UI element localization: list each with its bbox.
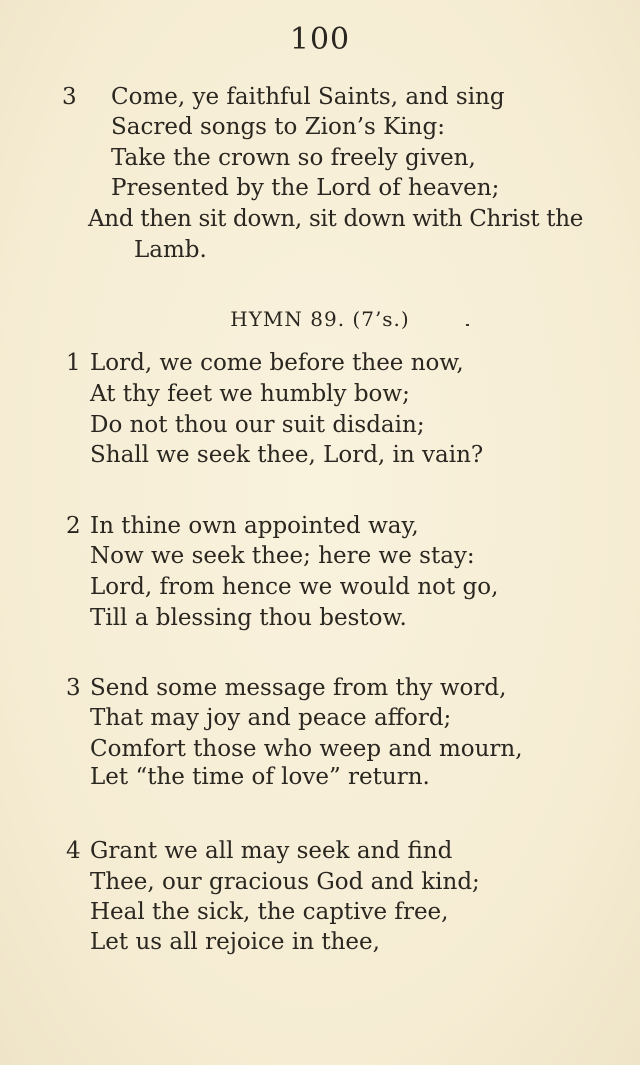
- verse-line: Presented by the Lord of heaven;: [111, 175, 500, 201]
- verse-line: Sacred songs to Zion’s King:: [111, 114, 445, 140]
- verse-line: That may joy and peace afford;: [90, 705, 452, 731]
- stanza-number: 3: [66, 675, 81, 701]
- page-number: 100: [289, 22, 351, 57]
- verse-line: Now we seek thee; here we stay:: [90, 543, 475, 569]
- verse-line: Take the crown so freely given,: [111, 145, 476, 171]
- verse-line: Comfort those who weep and mourn,: [90, 736, 523, 762]
- verse-line: Shall we seek thee, Lord, in vain?: [90, 442, 484, 468]
- verse-line: Let us all rejoice in thee,: [90, 929, 380, 955]
- print-speck: [466, 324, 469, 326]
- verse-line: And then sit down, sit down with Christ the: [88, 206, 584, 232]
- stanza-number: 4: [66, 838, 81, 864]
- verse-line: Do not thou our suit disdain;: [90, 412, 425, 438]
- verse-line: Grant we all may seek and find: [90, 838, 453, 864]
- verse-line: Lamb.: [134, 237, 207, 263]
- verse-line: Till a blessing thou bestow.: [90, 605, 407, 631]
- verse-line: Let “the time of love” return.: [90, 764, 430, 790]
- stanza-number: 2: [66, 513, 81, 539]
- verse-line: Come, ye faithful Saints, and sing: [111, 84, 505, 110]
- verse-line: Thee, our gracious God and kind;: [90, 869, 480, 895]
- verse-line: Heal the sick, the captive free,: [90, 899, 449, 925]
- verse-line: At thy feet we humbly bow;: [90, 381, 410, 407]
- verse-line: Lord, from hence we would not go,: [90, 574, 499, 600]
- hymn-title: HYMN 89. (7’s.): [230, 307, 410, 331]
- verse-line: In thine own appointed way,: [90, 513, 419, 539]
- verse-line: Send some message from thy word,: [90, 675, 507, 701]
- stanza-number: 3: [62, 84, 77, 110]
- stanza-number: 1: [66, 350, 81, 376]
- verse-line: Lord, we come before thee now,: [90, 350, 464, 376]
